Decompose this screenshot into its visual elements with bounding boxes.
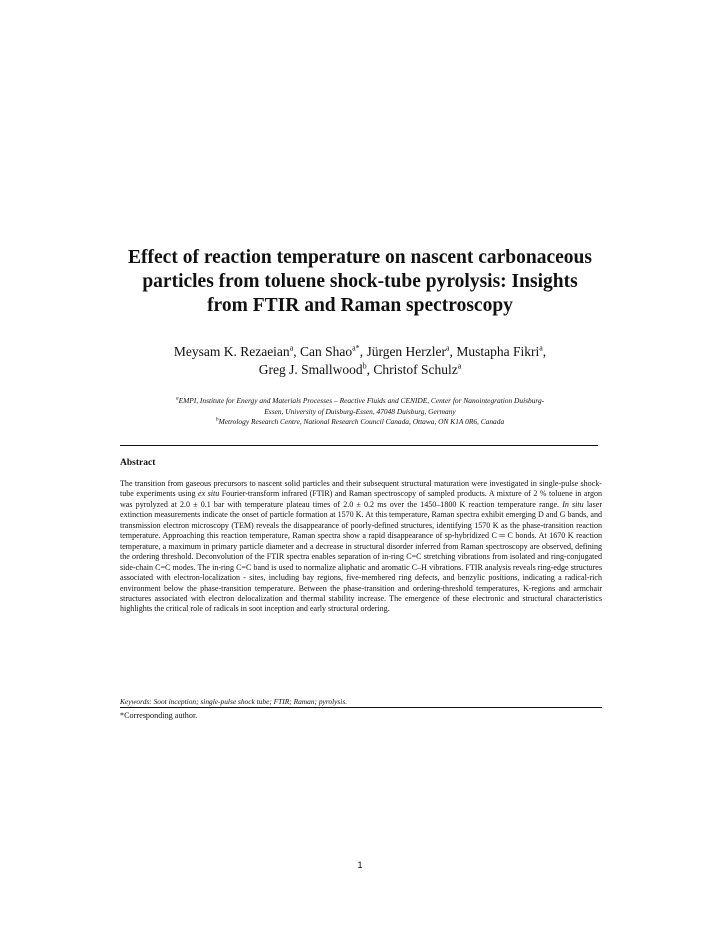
author-name: Jürgen Herzler [366,344,447,359]
affiliation-mark: a [175,395,179,402]
abstract-italic: ex situ [198,489,220,499]
abstract-italic: In situ [562,499,584,509]
author-separator: , [293,344,300,359]
author-line [90,343,630,361]
author-name: Christof Schulz [373,362,458,377]
abstract-text [120,479,602,615]
title-line: from FTIR and Raman spectroscopy [207,295,513,316]
affiliation-text: Metrology Research Centre, National Research Council Canada, Ottawa, ON K1A 0R6, Canada [218,417,505,426]
affiliation-text: EMPI, Institute for Energy and Materials Processes – Reactive Fluids and CENIDE, Center for Nanointegration Duisburg- [178,396,545,405]
author-separator: , [359,344,367,359]
author-name: Greg J. Smallwood [258,362,363,377]
affiliations [110,396,610,428]
author-name: Mustapha Fikri [456,344,540,359]
page-number: 1 [357,860,363,870]
abstract-segment: Fourier-transform infrared (FTIR) and Raman spectroscopy of sampled products. A mixture of 2 % toluene in argon was pyrolyzed at 2.0 ± 0.1 bar with temperature plateau times of 2.0 ± 0.2 ms over the 1450–1800 K reaction temperature range. [120,489,603,509]
abstract-segment: laser extinction measurements indicate the onset of particle formation at 1570 K. At this temperature, Raman spectra exhibit emerging D and G bands, and transmission electron microscopy (TEM) reveals the disappearance of poorly-defined structures, identifying 1570 K as the phase-transition reaction temperature. Approaching this reaction temperature, Raman spectra show a rapid disappearance of sp-hybridized C ═ C bonds. At 1670 K reaction temperature, a maximum in primary particle diameter and a decrease in structural disorder inferred from Raman spectroscopy are observed, defining the ordering threshold. Deconvolution of the FTIR spectra enables separation of in-ring C=C stretching vibrations from isolated and ring-conjugated side-chain C=C modes. The in-ring C=C band is used to normalize aliphatic and aromatic C–H vibrations. FTIR analysis reveals ring-edge structures associated with electron-localization - sites, including bay regions, five-membered ring defects, and benzylic positions, indicating a radical-rich environment below the phase-transition temperature. Between the phase-transition and ordering-threshold temperatures, K-regions and armchair structures associated with electron delocalization and thermal stability increase. The emergence of these electronic and structural characteristics highlights the critical role of radicals in soot inception and early structural ordering. [120,499,603,614]
author-separator: , [366,362,374,377]
author-affiliation-mark: a [446,343,450,353]
author-list [90,343,630,379]
abstract-heading: Abstract [120,458,156,468]
keywords: Keywords: Soot inception; single-pulse shock tube; FTIR; Raman; pyrolysis. [120,697,348,706]
author-affiliation-mark: a* [352,343,360,353]
author-affiliation-mark: a [539,343,543,353]
title-line: Effect of reaction temperature on nascent carbonaceous [128,247,592,268]
affiliation-a-continued: Essen, University of Duisburg-Essen, 47048 Duisburg, Germany [264,406,456,416]
corresponding-author-note: *Corresponding author. [120,711,198,720]
author-affiliation-mark: a [457,361,462,371]
paper-title [100,246,620,318]
author-name: Can Shao [300,344,353,359]
footnote-divider [120,707,602,708]
affiliation-a [110,396,610,407]
author-affiliation-mark: a [289,343,294,353]
author-affiliation-mark: b [362,361,367,371]
author-separator: , [542,344,547,359]
title-line: particles from toluene shock-tube pyrolysis: Insights [142,271,578,292]
header-divider [120,445,598,446]
affiliation-b [110,417,610,428]
author-separator: , [449,344,457,359]
abstract-segment: The transition from gaseous precursors to nascent solid particles and their subsequent structural maturation were investigated in single-pulse shock-tube experiments using [120,479,602,499]
author-name: Meysam K. Rezaeian [173,344,290,359]
author-line [90,361,630,379]
affiliation-mark: b [215,416,219,423]
